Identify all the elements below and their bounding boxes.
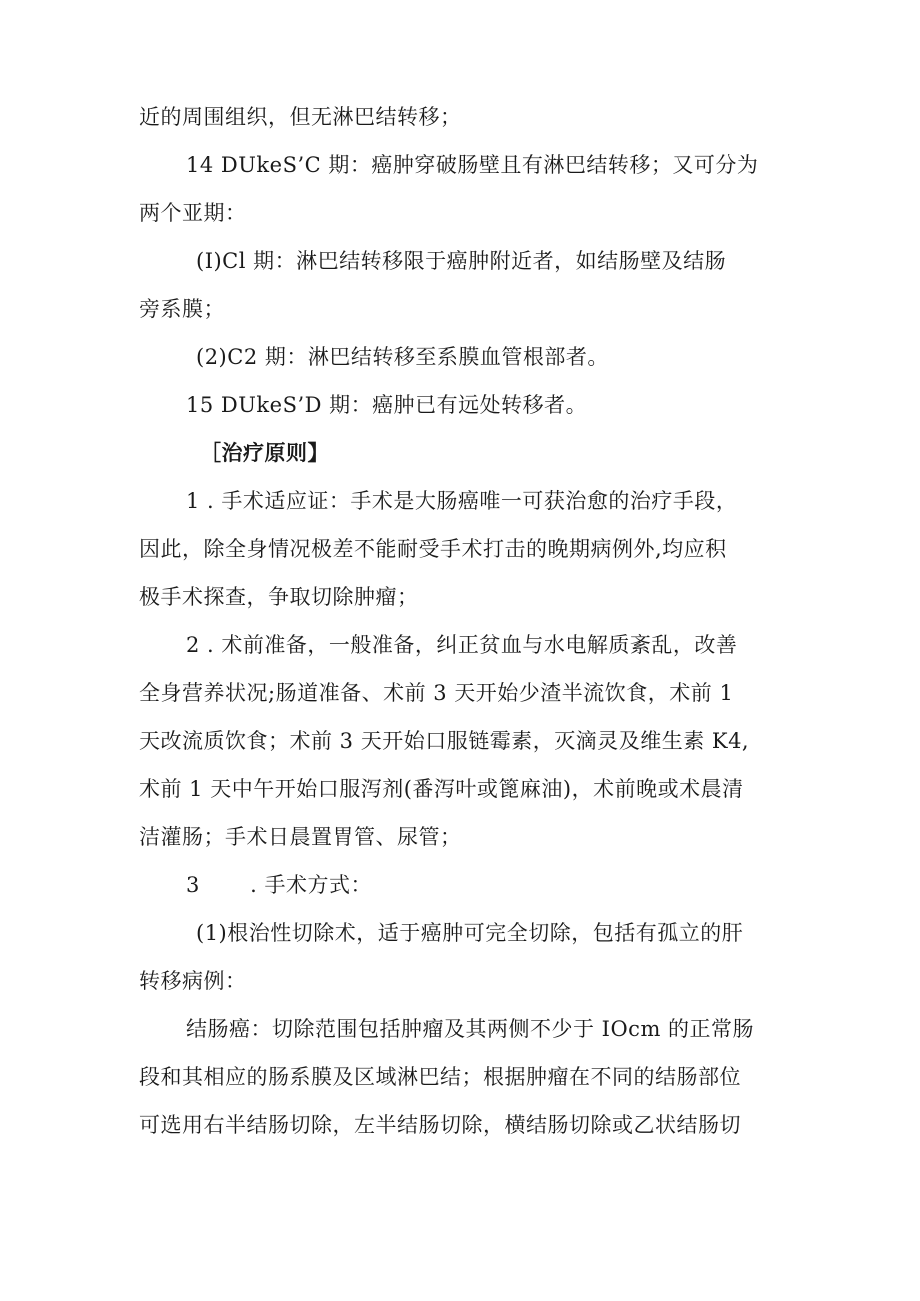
text-line: 术前 1 天中午开始口服泻剂(番泻叶或篦麻油)，术前晚或术晨清 — [139, 777, 744, 801]
text-line: 段和其相应的肠系膜及区域淋巴结；根据肿瘤在不同的结肠部位 — [139, 1065, 741, 1089]
text-line: 天改流质饮食；术前 3 天开始口服链霉素，灭滴灵及维生素 K4, — [139, 729, 750, 753]
text-line: 两个亚期： — [139, 201, 247, 225]
text-line: 近的周围组织，但无淋巴结转移； — [139, 105, 462, 129]
text-line: 2 . 术前准备，一般准备，纠正贫血与水电解质紊乱，改善 — [186, 633, 738, 657]
text-line: 1 . 手术适应证：手术是大肠癌唯一可获治愈的治疗手段， — [186, 489, 738, 513]
text-line: 极手术探查，争取切除肿瘤； — [139, 585, 419, 609]
text-line: 3 . 手术方式： — [186, 873, 372, 897]
text-line: 14 DUkeS’C 期：癌肿穿破肠壁且有淋巴结转移；又可分为 — [186, 153, 759, 177]
text-line: (2)C2 期：淋巴结转移至系膜血管根部者。 — [196, 345, 609, 369]
text-line: 可选用右半结肠切除，左半结肠切除，横结肠切除或乙状结肠切 — [139, 1113, 741, 1137]
text-line: 因此，除全身情况极差不能耐受手术打击的晚期病例外,均应积 — [139, 537, 727, 561]
text-line: 旁系膜； — [139, 297, 225, 321]
text-line: 转移病例： — [139, 969, 247, 993]
text-line: 洁灌肠；手术日晨置胃管、尿管； — [139, 825, 462, 849]
text-line: (I)Cl 期：淋巴结转移限于癌肿附近者，如结肠壁及结肠 — [196, 249, 727, 273]
section-heading: ［治疗原则】 — [200, 441, 329, 465]
text-line: (1)根治性切除术，适于癌肿可完全切除，包括有孤立的肝 — [196, 921, 744, 945]
text-line: 15 DUkeS’D 期：癌肿已有远处转移者。 — [186, 393, 588, 417]
text-line: 全身营养状况;肠道准备、术前 3 天开始少渣半流饮食，术前 1 — [139, 681, 734, 705]
text-line: 结肠癌：切除范围包括肿瘤及其两侧不少于 IOcm 的正常肠 — [186, 1017, 755, 1041]
